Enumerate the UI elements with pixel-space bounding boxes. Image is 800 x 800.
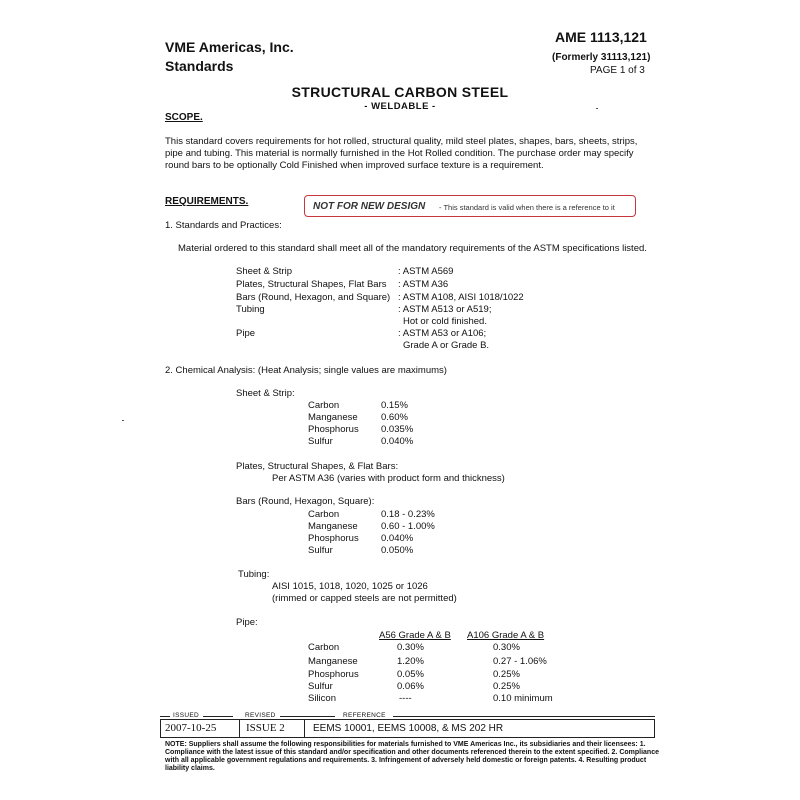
scope-text: This standard covers requirements for hot rolled, structural quality, mild steel plates, shapes, bars, sheets, strips, pipe and tubing. This material is normally furnished in the Hot Rolled condition. The purchase order may specify round bars to be optionally Cold Finished when improved surface texture is a requirement. [165, 136, 638, 171]
standards-spec: : ASTM A513 or A519; [398, 304, 492, 315]
element-name: Sulfur [308, 681, 333, 692]
footer-label-rule [280, 716, 335, 717]
element-value: 0.60 - 1.00% [381, 521, 435, 532]
element-value: 0.60% [381, 412, 408, 423]
notice-detail-text: - This standard is valid when there is a reference to it [439, 203, 615, 212]
scan-speck [596, 108, 598, 109]
standards-row: Sheet & Strip [236, 266, 292, 277]
standards-row: Plates, Structural Shapes, Flat Bars [236, 279, 387, 290]
pipe-column-header: A106 Grade A & B [467, 630, 545, 641]
element-name: Phosphorus [308, 533, 359, 544]
element-name: Manganese [308, 656, 358, 667]
tubing-grades: AISI 1015, 1018, 1020, 1025 or 1026 [272, 581, 428, 592]
section-2-heading: 2. Chemical Analysis: (Heat Analysis; single values are maximums) [165, 365, 447, 376]
element-name: Silicon [308, 693, 336, 704]
element-value: 0.15% [381, 400, 408, 411]
element-value: ---- [399, 693, 412, 704]
plates-label: Plates, Structural Shapes, & Flat Bars: [236, 461, 399, 472]
standards-spec: : ASTM A36 [398, 279, 449, 290]
element-name: Phosphorus [308, 424, 359, 435]
element-value: 0.040% [381, 436, 414, 447]
reference-documents: EEMS 10001, EEMS 10008, & MS 202 HR [313, 723, 504, 734]
standards-spec: : ASTM A53 or A106; [398, 328, 487, 339]
formerly-number: (Formerly 31113,121) [552, 52, 651, 63]
document-number: AME 1113,121 [555, 29, 647, 45]
company-line-1: VME Americas, Inc. [165, 39, 294, 55]
element-name: Carbon [308, 509, 340, 520]
element-name: Sulfur [308, 545, 333, 556]
element-name: Manganese [308, 412, 358, 423]
standards-spec: : ASTM A569 [398, 266, 454, 277]
standards-spec-continued: Grade A or Grade B. [403, 340, 490, 351]
element-name: Carbon [308, 400, 340, 411]
document-subtitle: - WELDABLE - [364, 101, 436, 112]
element-value: 0.30% [493, 642, 520, 653]
element-value: 0.25% [493, 669, 520, 680]
document-title: STRUCTURAL CARBON STEEL [291, 84, 509, 100]
scope-heading: SCOPE. [165, 112, 203, 123]
bars-label: Bars (Round, Hexagon, Square): [236, 496, 375, 507]
company-line-2: Standards [165, 58, 234, 74]
element-value: 0.050% [381, 545, 414, 556]
standards-row: Tubing [236, 304, 265, 315]
requirements-heading: REQUIREMENTS. [165, 196, 249, 207]
revision-table [160, 719, 655, 738]
reference-label: REFERENCE [343, 712, 386, 719]
footer-label-rule [393, 716, 655, 717]
element-value: 0.10 minimum [493, 693, 553, 704]
standards-spec: : ASTM A108, AISI 1018/1022 [398, 292, 524, 303]
footer-label-rule [160, 716, 170, 717]
element-value: 0.035% [381, 424, 414, 435]
element-value: 0.05% [397, 669, 424, 680]
element-value: 0.18 - 0.23% [381, 509, 435, 520]
element-value: 0.06% [397, 681, 424, 692]
element-value: 0.040% [381, 533, 414, 544]
sheet-strip-label: Sheet & Strip: [236, 388, 295, 399]
page-indicator: PAGE 1 of 3 [590, 65, 645, 76]
element-name: Phosphorus [308, 669, 359, 680]
revised-label: REVISED [245, 712, 276, 719]
footer-label-rule [203, 716, 233, 717]
section-1-intro: Material ordered to this standard shall meet all of the mandatory requirements of the ASTM specifications listed. [178, 243, 647, 254]
cell-divider [239, 720, 240, 737]
pipe-column-header: A56 Grade A & B [379, 630, 451, 641]
section-1-heading: 1. Standards and Practices: [165, 220, 282, 231]
tubing-note: (rimmed or capped steels are not permitted) [272, 593, 457, 604]
cell-divider [304, 720, 305, 737]
supplier-note: NOTE: Suppliers shall assume the following responsibilities for materials furnished to VME Americas Inc., its subsidiaries and their licensees: 1. Compliance with the latest issue of this standard and/or specification and other documents referenced therein to the extent specified. 2. Compliance with all applicable government regulations and requirements. 3. Infringement of adversely held domestic or foreign patents. 4. Resulting product liability claims. [165, 741, 659, 772]
not-for-new-design-notice [304, 195, 636, 217]
element-value: 1.20% [397, 656, 424, 667]
standards-row: Bars (Round, Hexagon, and Square) [236, 292, 391, 303]
scan-speck [122, 420, 124, 421]
revision-number: ISSUE 2 [246, 722, 285, 734]
issued-label: ISSUED [173, 712, 200, 719]
element-name: Sulfur [308, 436, 333, 447]
element-value: 0.25% [493, 681, 520, 692]
standards-row: Pipe [236, 328, 256, 339]
company-name [165, 38, 294, 76]
plates-note: Per ASTM A36 (varies with product form and thickness) [272, 473, 505, 484]
issued-date: 2007-10-25 [165, 722, 217, 734]
element-value: 0.27 - 1.06% [493, 656, 547, 667]
element-name: Manganese [308, 521, 358, 532]
pipe-label: Pipe: [236, 617, 258, 628]
notice-strong-text: NOT FOR NEW DESIGN [313, 201, 426, 212]
element-value: 0.30% [397, 642, 424, 653]
tubing-label: Tubing: [238, 569, 270, 580]
element-name: Carbon [308, 642, 340, 653]
standards-spec-continued: Hot or cold finished. [403, 316, 487, 327]
